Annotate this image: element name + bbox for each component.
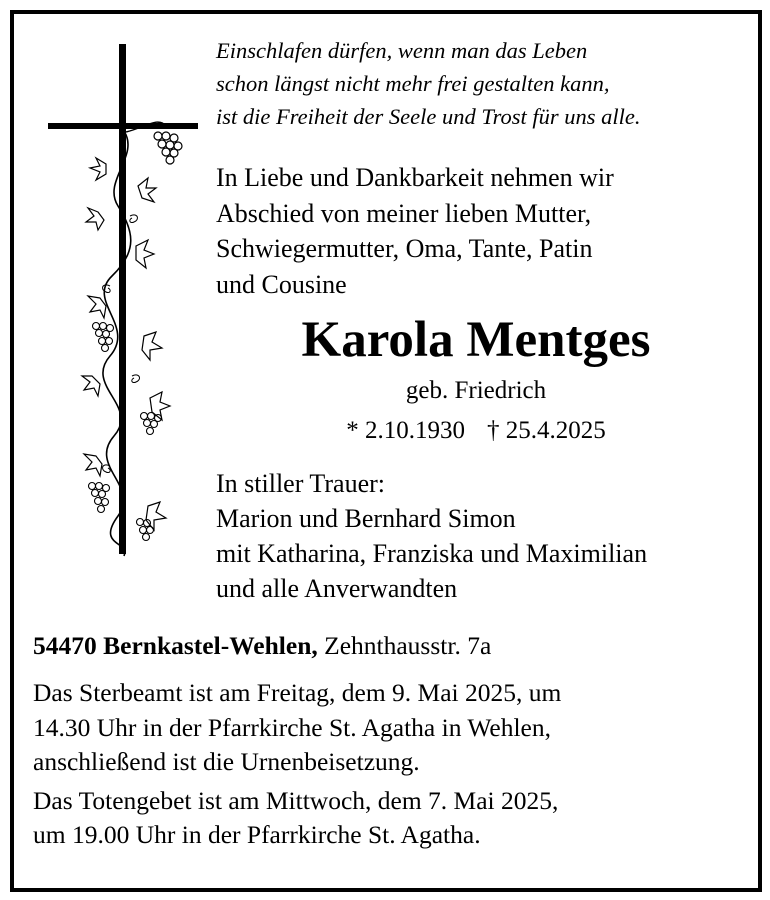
death-date: † 25.4.2025 bbox=[487, 417, 606, 444]
service-line: anschließend ist die Urnenbeisetzung. bbox=[33, 747, 420, 776]
intro-line: In Liebe und Dankbarkeit nehmen wir bbox=[216, 163, 614, 192]
mourners-line: mit Katharina, Franziska und Maximilian bbox=[216, 539, 648, 568]
service-line: um 19.00 Uhr in der Pfarrkirche St. Agatha. bbox=[33, 820, 481, 849]
quote-line: ist die Freiheit der Seele und Trost für uns alle. bbox=[216, 104, 641, 129]
service-line: Das Sterbeamt ist am Freitag, dem 9. Mai 2025, um bbox=[33, 678, 562, 707]
intro-text bbox=[216, 160, 736, 302]
intro-line: Abschied von meiner lieben Mutter, bbox=[216, 198, 592, 228]
cross-with-grapevine-icon bbox=[40, 36, 200, 566]
mourners-list bbox=[216, 466, 746, 606]
address bbox=[33, 628, 733, 664]
service-info bbox=[33, 676, 743, 853]
intro-line: und Cousine bbox=[216, 269, 347, 299]
deceased-name: Karola Mentges bbox=[301, 312, 651, 368]
birth-date: * 2.10.1930 bbox=[346, 417, 465, 444]
life-dates bbox=[216, 414, 736, 448]
maiden-name: geb. Friedrich bbox=[405, 377, 547, 404]
mourners-line: In stiller Trauer: bbox=[216, 469, 385, 498]
opening-quote bbox=[216, 34, 736, 133]
quote-line: schon längst nicht mehr frei gestalten kann, bbox=[216, 71, 610, 96]
mourners-line: und alle Anverwandten bbox=[216, 574, 458, 603]
quote-line: Einschlafen dürfen, wenn man das Leben bbox=[216, 38, 588, 63]
address-city: 54470 Bernkastel-Wehlen, bbox=[33, 631, 318, 660]
address-street: Zehnthausstr. 7a bbox=[324, 631, 492, 660]
service-line: Das Totengebet ist am Mittwoch, dem 7. Mai 2025, bbox=[33, 785, 559, 815]
service-line: 14.30 Uhr in der Pfarrkirche St. Agatha in Wehlen, bbox=[33, 712, 551, 742]
mourners-line: Marion und Bernhard Simon bbox=[216, 504, 516, 533]
intro-line: Schwiegermutter, Oma, Tante, Patin bbox=[216, 234, 593, 263]
